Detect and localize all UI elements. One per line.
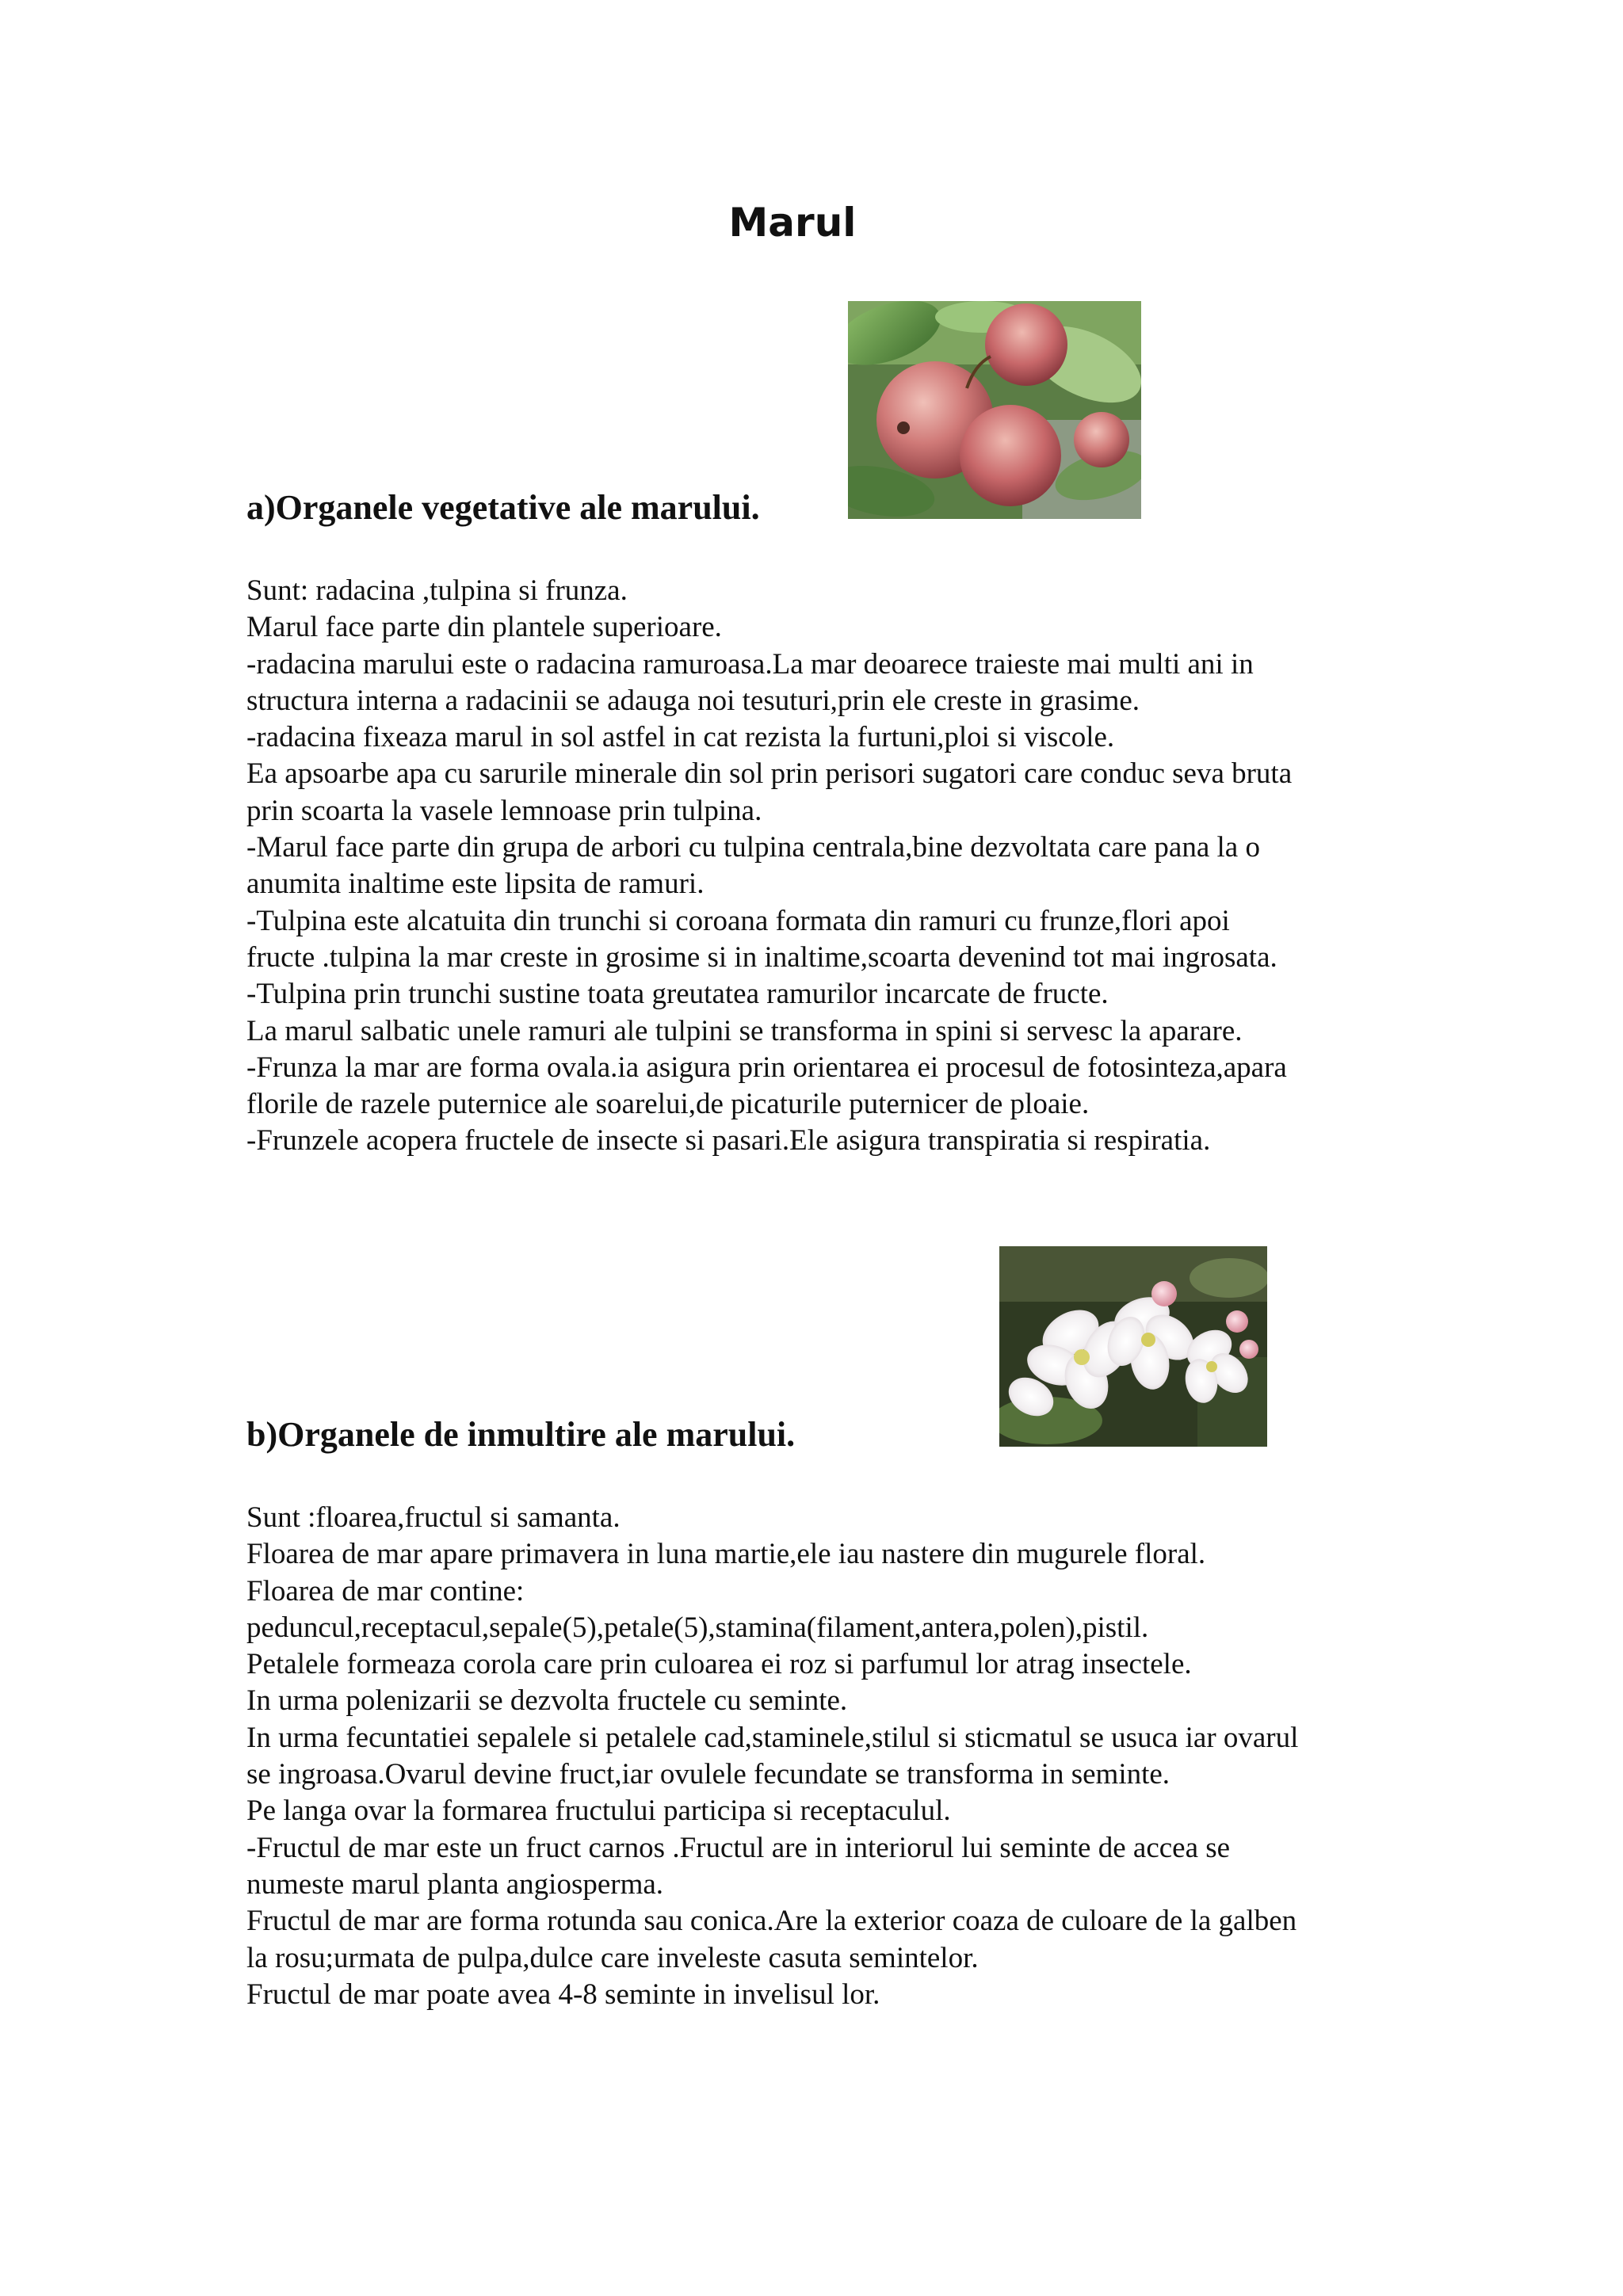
text-line: La marul salbatic unele ramuri ale tulpini se transforma in spini si servesc la aparare.: [246, 1014, 1243, 1047]
text-line: se ingroasa.Ovarul devine fruct,iar ovulele fecundate se transforma in seminte.: [246, 1758, 1170, 1791]
document-title: Marul: [728, 200, 857, 246]
section-body-vegetative: [246, 573, 1435, 1160]
text-line: Ea apsoarbe apa cu sarurile minerale din sol prin perisori sugatori care conduc seva bruta: [246, 757, 1293, 791]
text-line: Sunt :floarea,fructul si samanta.: [246, 1501, 621, 1534]
apple-blossom-photo: [999, 1246, 1267, 1447]
text-line: Floarea de mar apare primavera in luna martie,ele iau nastere din mugurele floral.: [246, 1538, 1206, 1571]
text-line: -Frunzele acopera fructele de insecte si pasari.Ele asigura transpiratia si respiratia.: [246, 1124, 1211, 1158]
text-line: -Tulpina prin trunchi sustine toata greutatea ramurilor incarcate de fructe.: [246, 978, 1109, 1011]
text-line: -Marul face parte din grupa de arbori cu tulpina centrala,bine dezvoltata care pana la o: [246, 831, 1260, 864]
text-line: -radacina marului este o radacina ramuroasa.La mar deoarece traieste mai multi ani in: [246, 647, 1254, 681]
text-line: In urma polenizarii se dezvolta fructele cu seminte.: [246, 1684, 848, 1718]
text-line: Fructul de mar are forma rotunda sau conica.Are la exterior coaza de culoare de la galben: [246, 1905, 1297, 1938]
text-line: prin scoarta la vasele lemnoase prin tulpina.: [246, 794, 762, 827]
text-line: In urma fecuntatiei sepalele si petalele cad,staminele,stilul si sticmatul se usuca iar ovarul: [246, 1721, 1299, 1754]
text-line: anumita inaltime este lipsita de ramuri.: [246, 868, 705, 901]
text-line: peduncul,receptacul,sepale(5),petale(5),stamina(filament,antera,polen),pistil.: [246, 1611, 1149, 1644]
text-line: -radacina fixeaza marul in sol astfel in cat rezista la furtuni,ploi si viscole.: [246, 721, 1115, 754]
section-body-reproductive: [246, 1500, 1435, 2013]
text-line: la rosu;urmata de pulpa,dulce care inveleste casuta semintelor.: [246, 1941, 979, 1974]
text-line: Pe langa ovar la formarea fructului participa si receptaculul.: [246, 1794, 951, 1828]
apple-fruit-photo: [848, 301, 1141, 519]
text-line: Marul face parte din plantele superioare.: [246, 611, 722, 644]
text-line: numeste marul planta angiosperma.: [246, 1867, 664, 1901]
text-line: Fructul de mar poate avea 4-8 seminte in invelisul lor.: [246, 1978, 880, 2011]
text-line: florile de razele puternice ale soarelui,de picaturile puternicer de ploaie.: [246, 1088, 1090, 1121]
text-line: Petalele formeaza corola care prin culoarea ei roz si parfumul lor atrag insectele.: [246, 1648, 1192, 1681]
text-line: -Fructul de mar este un fruct carnos .Fructul are in interiorul lui seminte de accea se: [246, 1831, 1231, 1864]
text-line: Floarea de mar contine:: [246, 1574, 525, 1608]
text-line: fructe .tulpina la mar creste in grosime si in inaltime,scoarta devenind tot mai ingrosata.: [246, 940, 1277, 974]
section-heading-vegetative: a)Organele vegetative ale marului.: [246, 488, 760, 527]
text-line: -Frunza la mar are forma ovala.ia asigura prin orientarea ei procesul de fotosinteza,apara: [246, 1051, 1287, 1084]
section-heading-reproductive: b)Organele de inmultire ale marului.: [246, 1415, 796, 1454]
text-line: -Tulpina este alcatuita din trunchi si coroana formata din ramuri cu frunze,flori apoi: [246, 904, 1230, 937]
text-line: structura interna a radacinii se adauga noi tesuturi,prin ele creste in grasime.: [246, 684, 1140, 717]
text-line: Sunt: radacina ,tulpina si frunza.: [246, 574, 628, 607]
